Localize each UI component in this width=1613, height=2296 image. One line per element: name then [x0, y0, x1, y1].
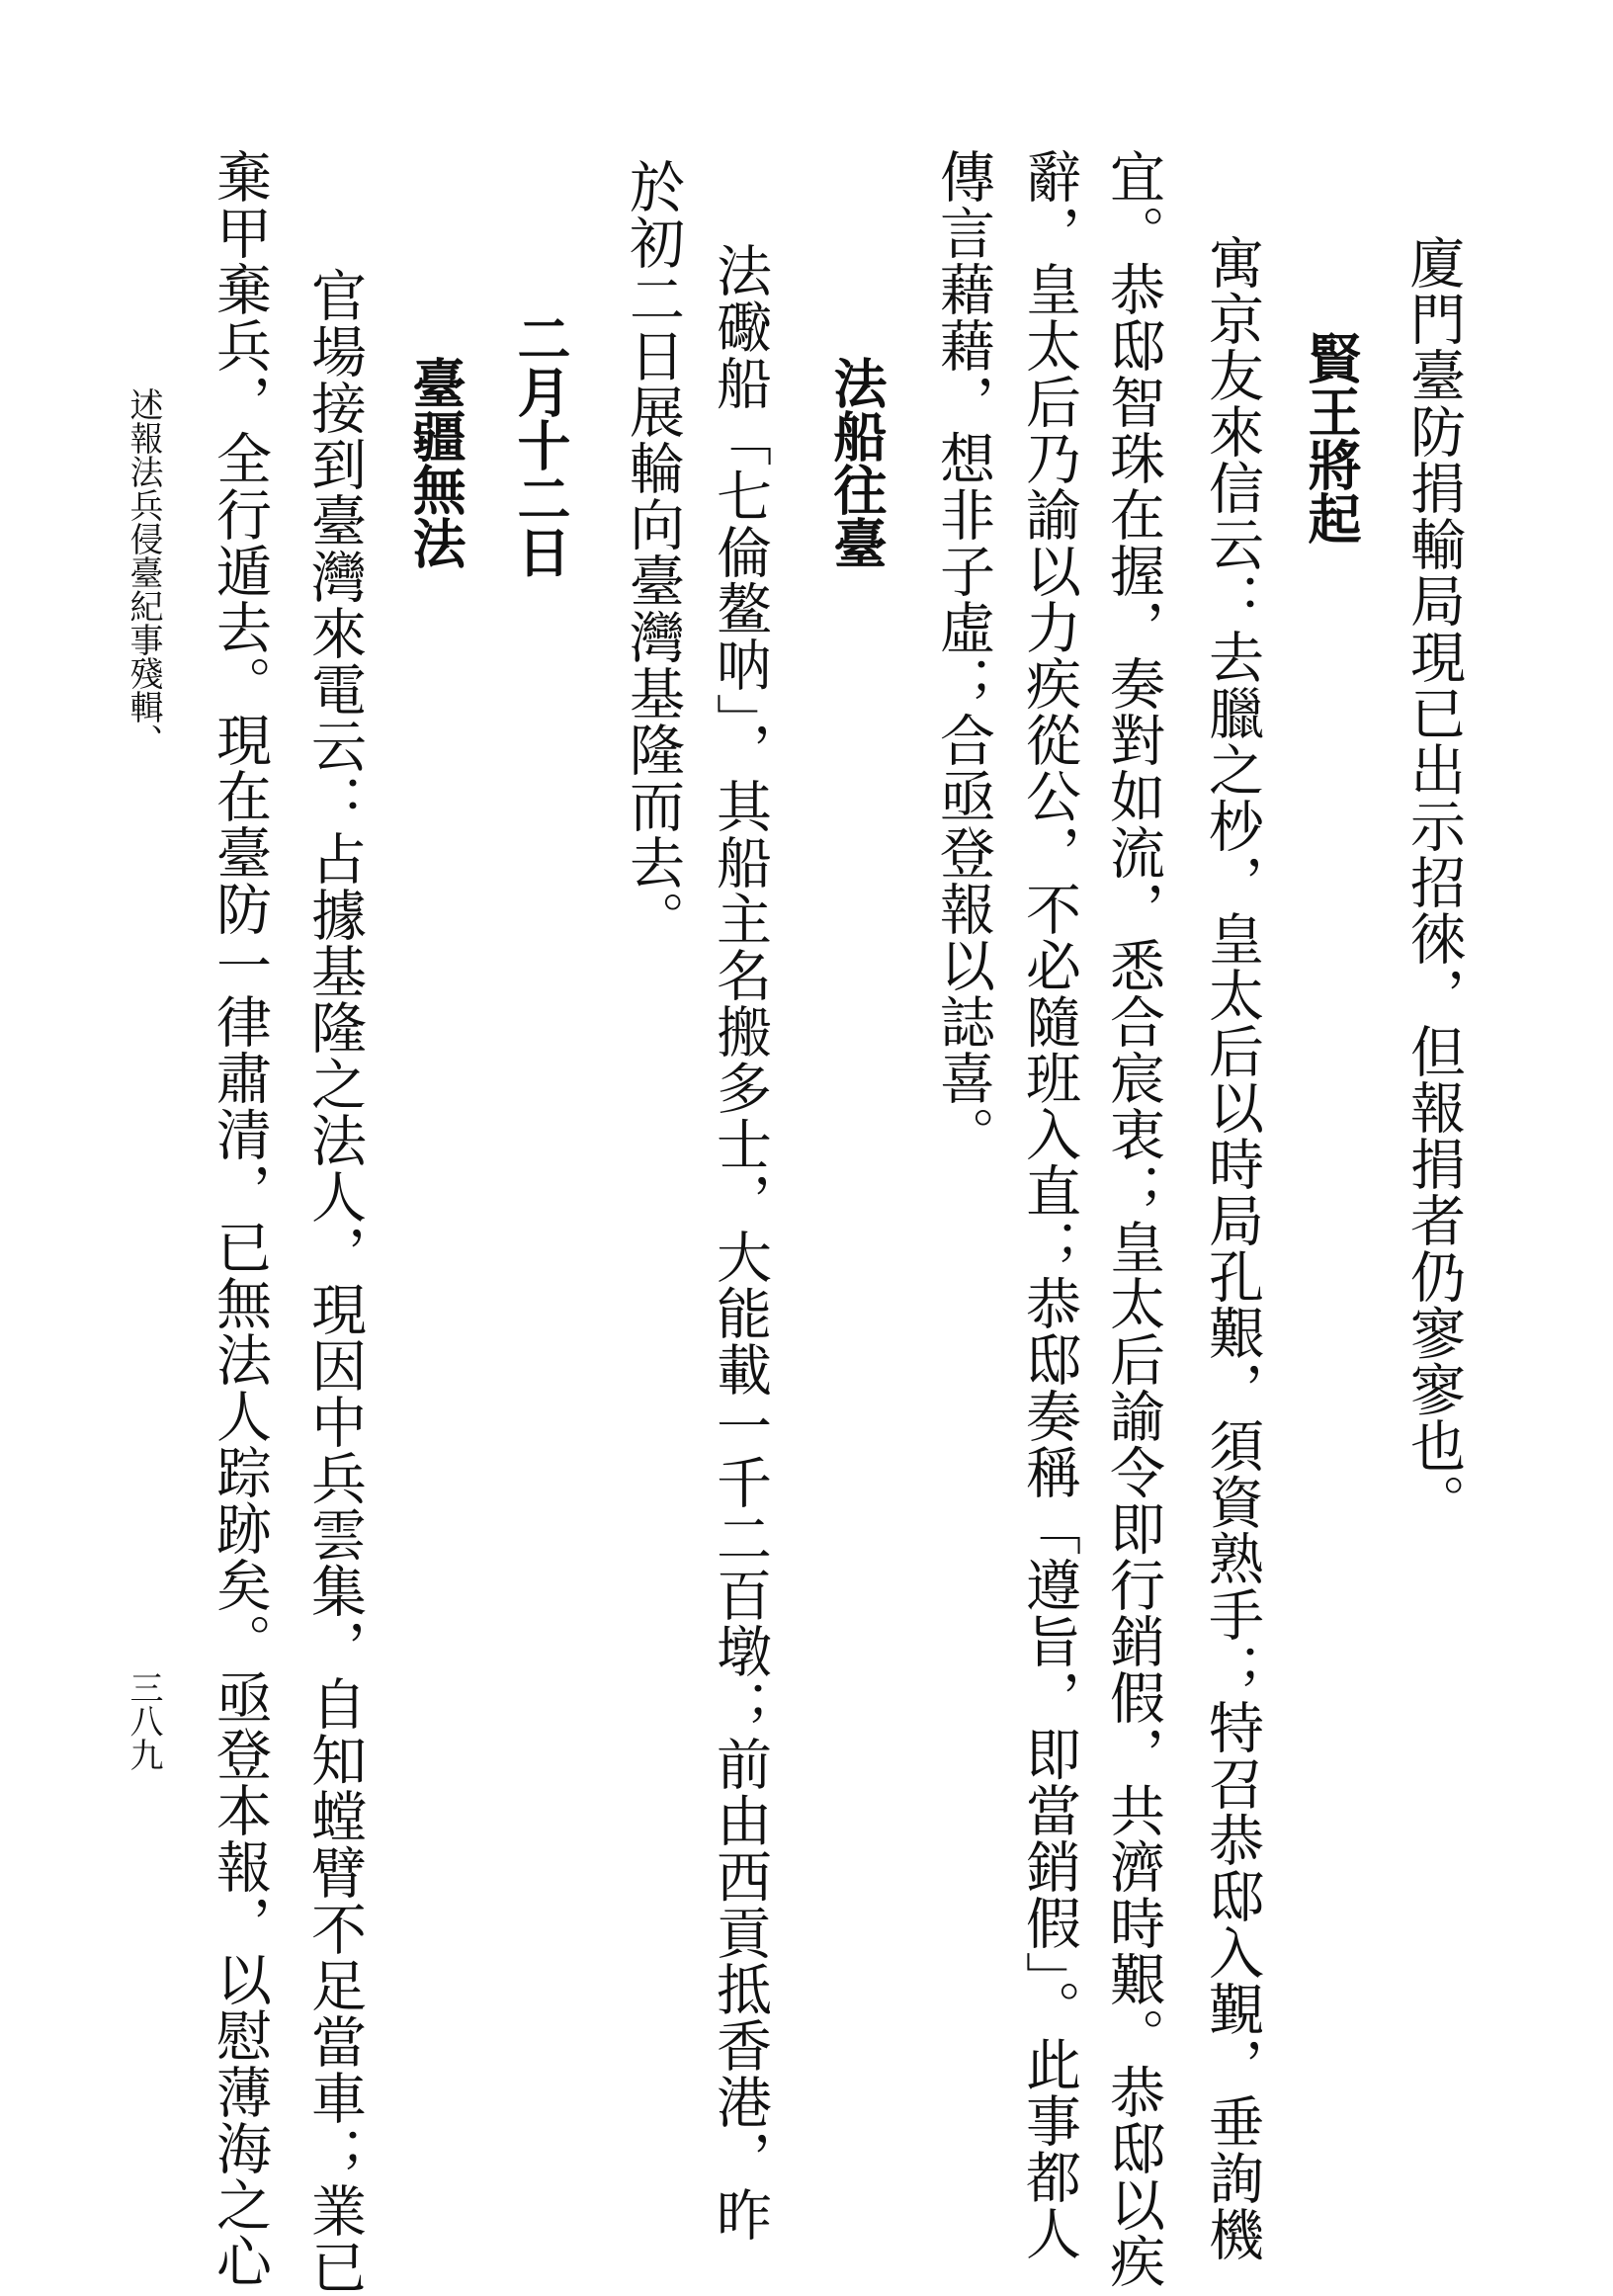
- text-column: 棄甲棄兵，全行遁去。現在臺防一律肅清，已無法人踪跡矣。亟登本報，以慰薄海之心: [208, 148, 272, 2289]
- section-heading: 法船往臺: [825, 356, 889, 569]
- text-column: 宜。恭邸智珠在握，奏對如流，悉合宸衷；皇太后諭令即行銷假，共濟時艱。恭邸以疾: [1101, 148, 1165, 2289]
- text-column: 廈門臺防捐輸局現已出示招徠，但報捐者仍寥寥也。: [1401, 234, 1466, 1530]
- text-column: 法礮船「七倫鳌呐」，其船主名搬多士，大能載一千二百墩；前由西貢抵香港，昨: [708, 242, 772, 2243]
- date-heading: 二月十二日: [509, 311, 572, 578]
- section-heading: 臺疆無法: [404, 356, 467, 569]
- text-column: 寓京友來信云：去臘之杪，皇太后以時局孔艱，須資熟手；特召恭邸入覲，垂詢機: [1200, 234, 1264, 2262]
- page-number: 三八九: [124, 1670, 163, 1771]
- text-column: 官場接到臺灣來電云：占據基隆之法人，現因中兵雲集，自知螳臂不足當車；業已: [302, 267, 367, 2295]
- text-column: 傳言藉藉，想非子虛；合亟登報以誌喜。: [931, 148, 995, 1162]
- section-heading: 賢王將起: [1300, 331, 1363, 545]
- text-column: 辭，皇太后乃諭以力疾從公，不必隨班入直；恭邸奏稱「遵旨，即當銷假」。此事都人: [1017, 148, 1081, 2261]
- running-title: 述報法兵侵臺紀事殘輯、: [124, 387, 163, 757]
- text-column: 於初二日展輪向臺灣基隆而去。: [621, 158, 685, 947]
